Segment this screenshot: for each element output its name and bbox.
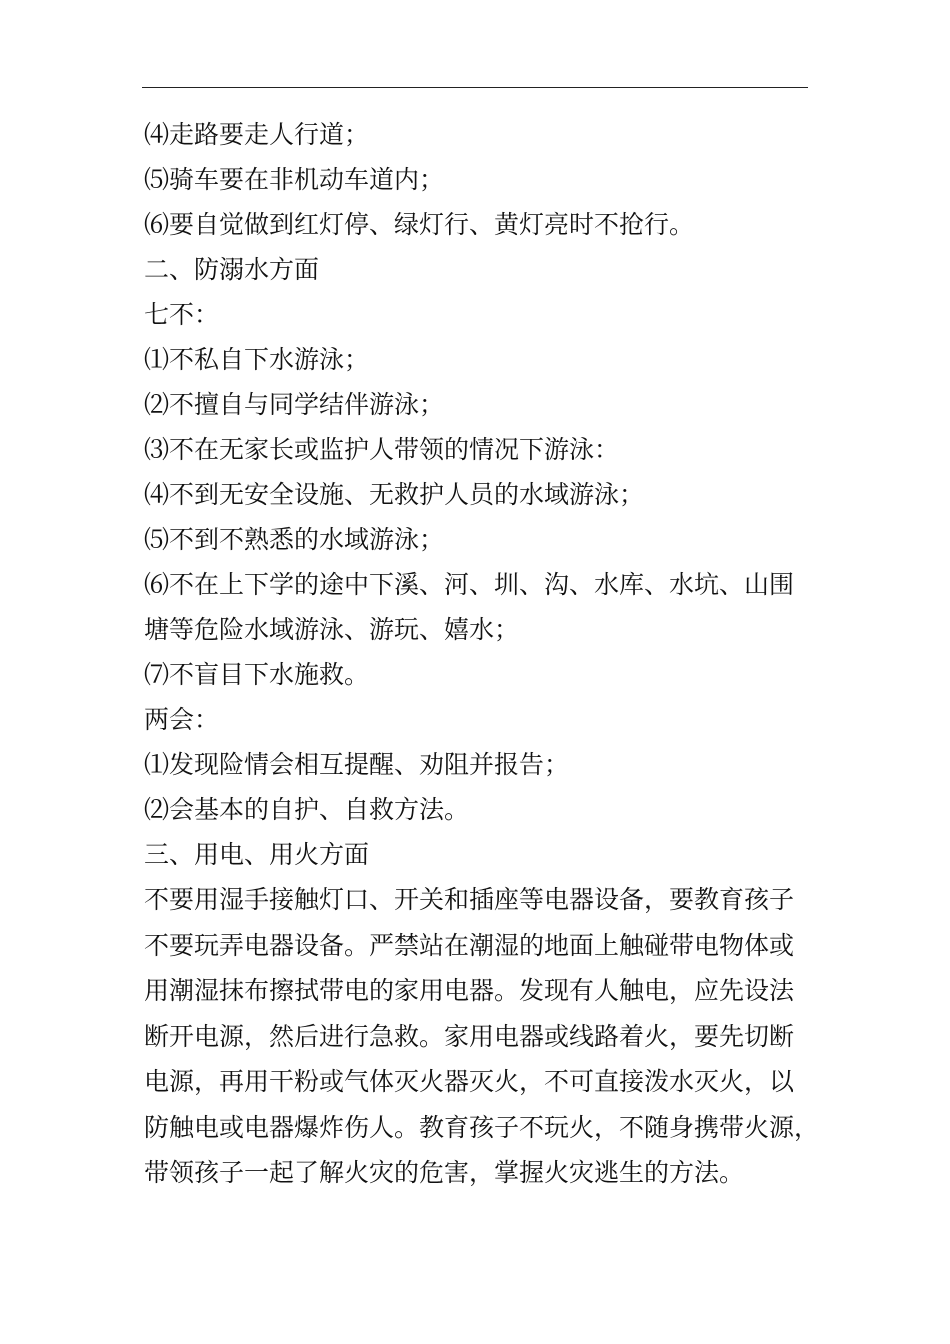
paragraph-line: 带领孩子一起了解火灾的危害，掌握火灾逃生的方法。 [144,1158,745,1187]
list-item-no-swim-alone: ⑴不私自下水游泳； [144,345,370,374]
list-item-bike-lane: ⑸骑车要在非机动车道内； [144,165,445,194]
subheading-two-musts: 两会： [144,705,220,734]
paragraph-line: 不要用湿手接触灯口、开关和插座等电器设备，要教育孩子 [144,885,795,914]
paragraph-line: 防触电或电器爆炸伤人。教育孩子不玩火，不随身携带火源， [144,1112,820,1142]
electricity-fire-paragraph [144,877,820,1196]
list-item-no-swim-commute-1: ⑹不在上下学的途中下溪、河、圳、沟、水库、水坑、山围 [144,570,795,599]
list-item-no-unfamiliar-waters: ⑸不到不熟悉的水域游泳； [144,525,445,554]
subheading-seven-nots: 七不： [144,300,220,329]
section-heading-drowning: 二、防溺水方面 [144,255,320,284]
list-item-walk-sidewalk: ⑷走路要走人行道； [144,120,370,149]
document-body [144,112,820,1196]
list-item-no-swim-unsupervised: ⑶不在无家长或监护人带领的情况下游泳： [144,435,620,464]
paragraph-line: 断开电源，然后进行急救。家用电器或线路着火，要先切断 [144,1021,795,1051]
list-item-no-blind-rescue: ⑺不盲目下水施救。 [144,660,370,689]
list-item-no-unsafe-waters: ⑷不到无安全设施、无救护人员的水域游泳； [144,480,645,509]
paragraph-line: 电源，再用干粉或气体灭火器灭火，不可直接泼水灭火，以 [144,1067,795,1096]
list-item-self-rescue: ⑵会基本的自护、自救方法。 [144,795,470,824]
paragraph-line: 用潮湿抹布擦拭带电的家用电器。发现有人触电，应先设法 [144,976,795,1005]
list-item-no-swim-classmates: ⑵不擅自与同学结伴游泳； [144,390,445,419]
paragraph-line: 不要玩弄电器设备。严禁站在潮湿的地面上触碰带电物体或 [144,930,795,960]
section-heading-electricity-fire: 三、用电、用火方面 [144,840,370,869]
header-rule [142,87,808,88]
list-item-traffic-lights: ⑹要自觉做到红灯停、绿灯行、黄灯亮时不抢行。 [144,210,695,239]
list-item-warn-report: ⑴发现险情会相互提醒、劝阻并报告； [144,750,570,779]
list-item-no-swim-commute-2: 塘等危险水域游泳、游玩、嬉水； [144,615,520,644]
